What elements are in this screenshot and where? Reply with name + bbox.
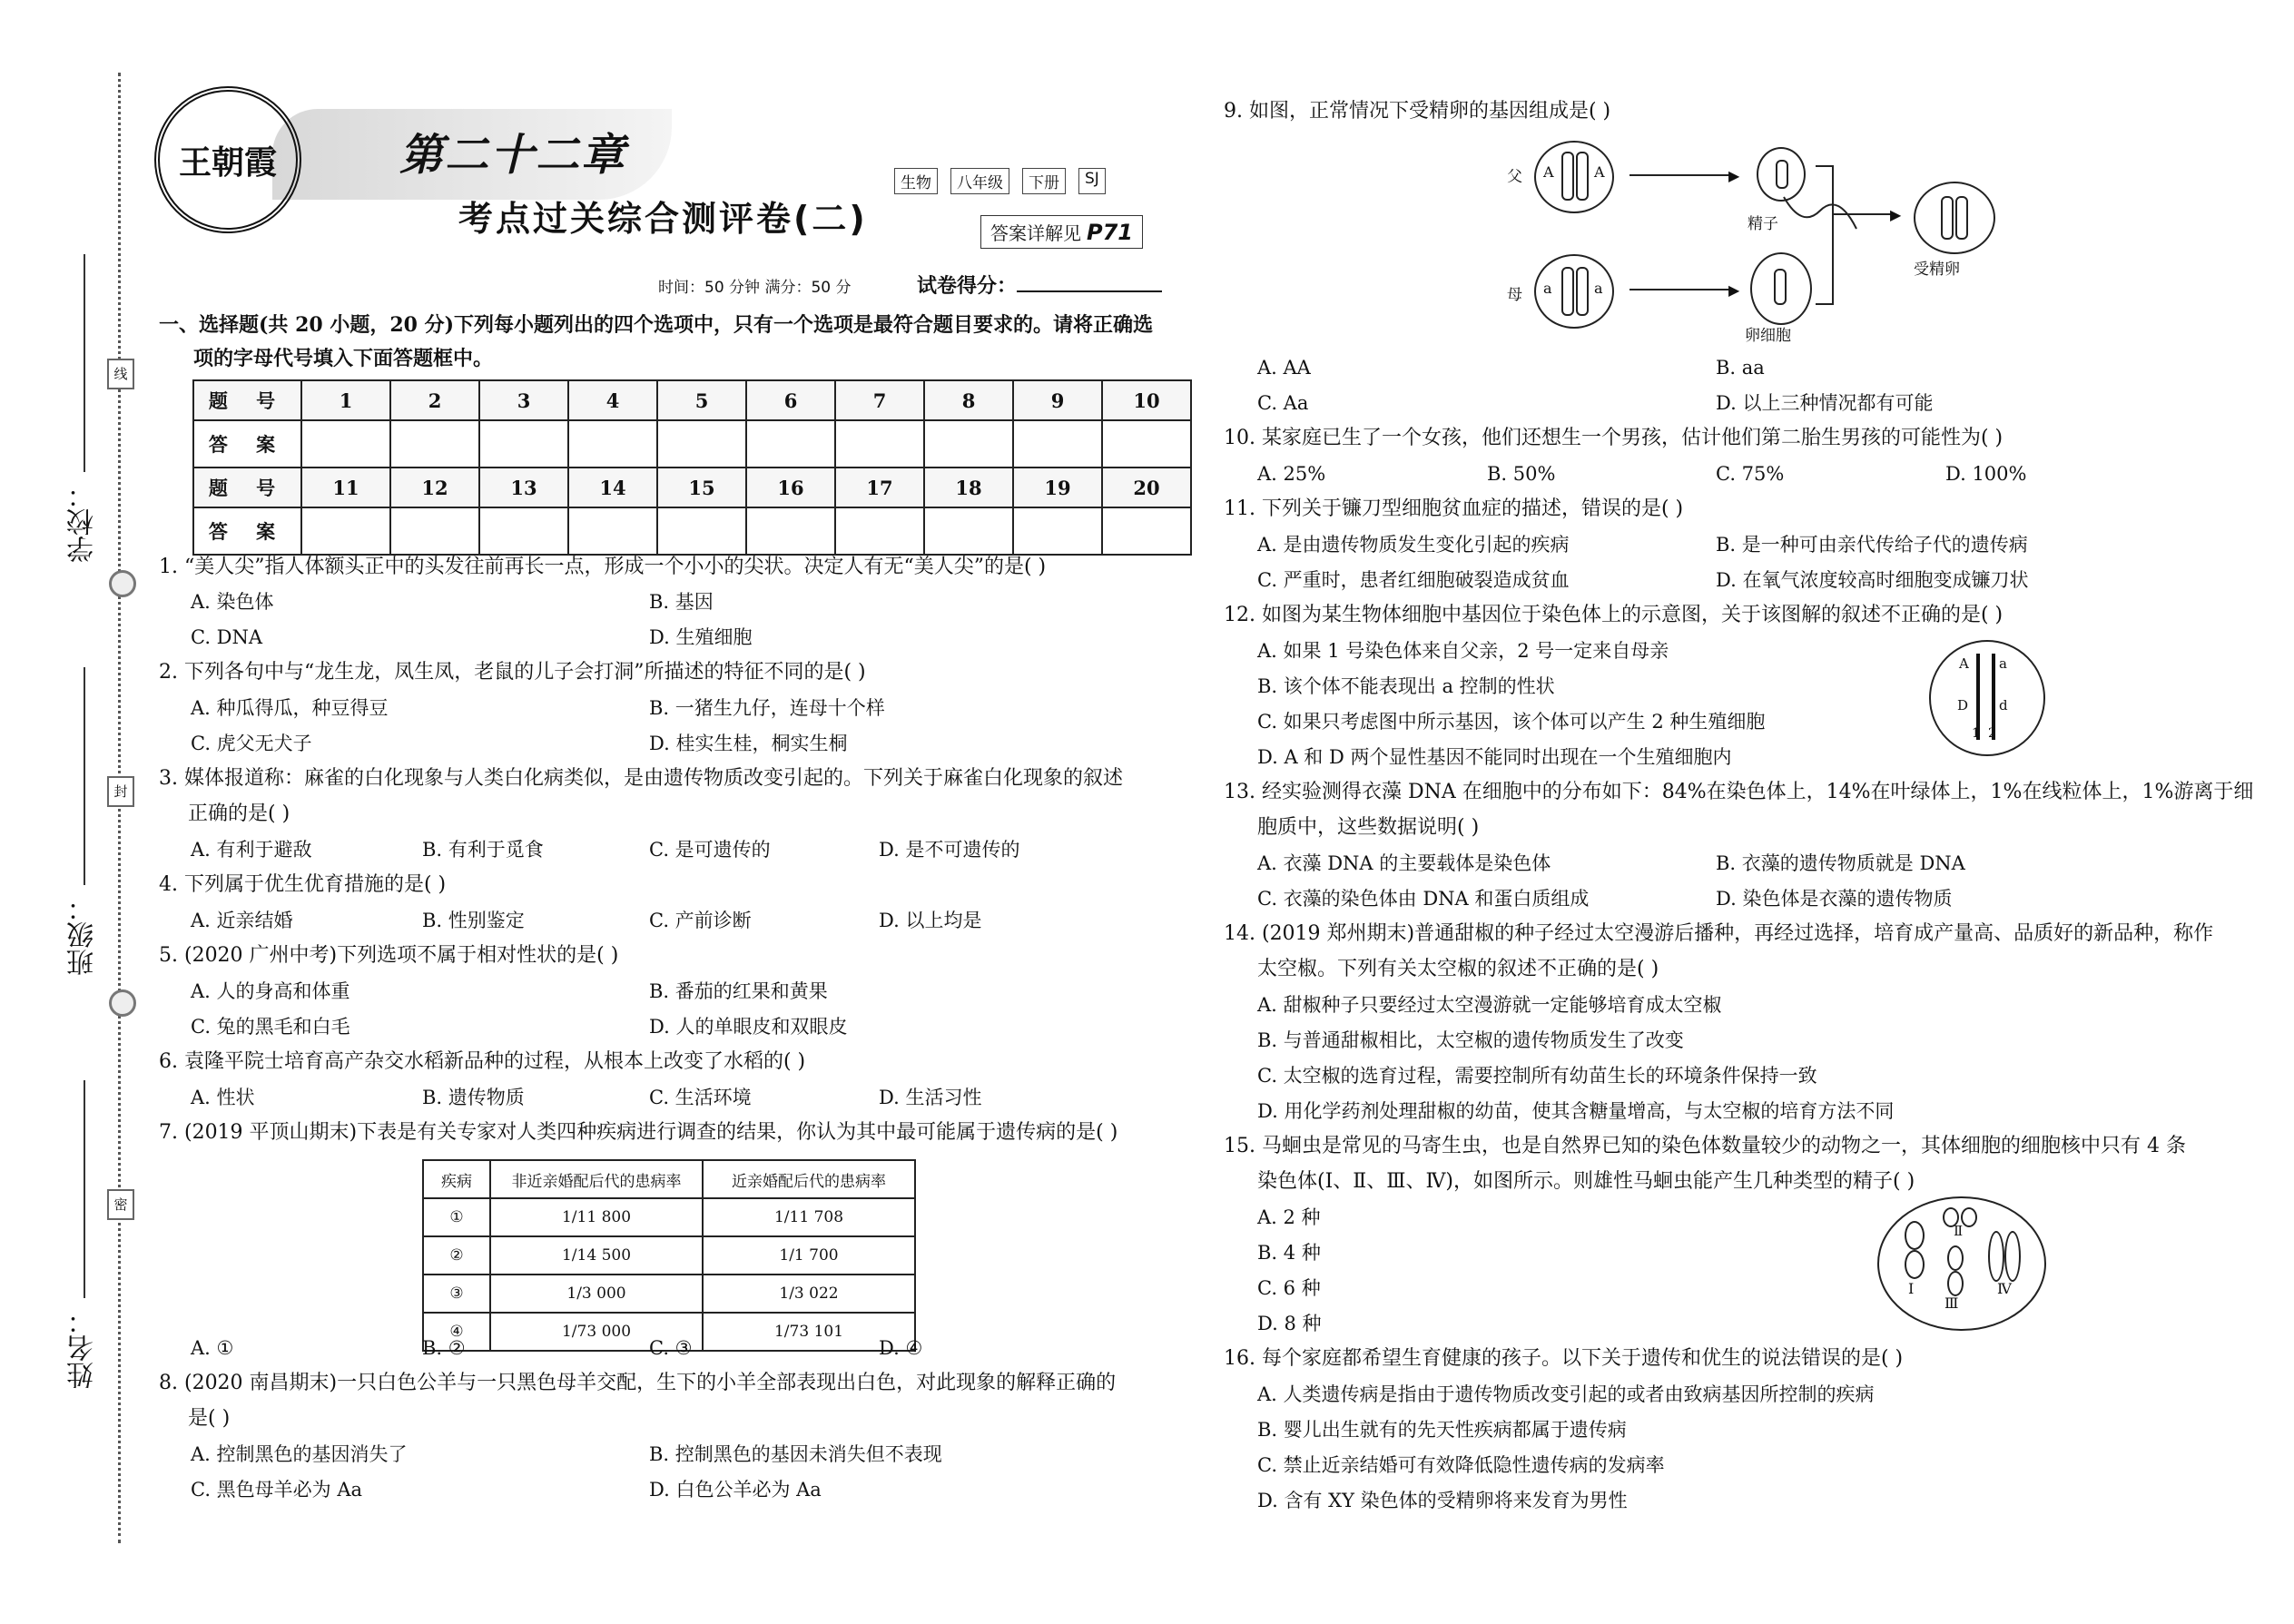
option[interactable]: A. 衣藻 DNA 的主要载体是染色体 (1257, 852, 1551, 874)
bracket (1816, 165, 1834, 305)
answer-cell[interactable] (1013, 507, 1102, 555)
option[interactable]: A. ① (191, 1337, 234, 1359)
question-3-cont: 正确的是( ) (188, 802, 290, 825)
option[interactable]: A. 人的身高和体重 (191, 980, 350, 1002)
cell-diagram (1929, 640, 2045, 756)
arrow-icon: ▶ (1890, 206, 1902, 223)
fertilization-diagram (1507, 136, 2233, 345)
option[interactable]: C. 如果只考虑图中所示基因，该个体可以产生 2 种生殖细胞 (1257, 711, 1766, 733)
arrow-line (1629, 289, 1734, 290)
option[interactable]: D. 是不可遗传的 (879, 839, 1020, 861)
table-header: 近亲婚配后代的患病率 (703, 1160, 915, 1198)
tag: SJ (1078, 168, 1106, 194)
chromosome-I (1905, 1221, 1925, 1250)
zygote-label: 受精卵 (1914, 261, 1960, 279)
option[interactable]: B. 控制黑色的基因未消失但不表现 (649, 1443, 942, 1465)
table-row (423, 1236, 915, 1275)
option[interactable]: C. 黑色母羊必为 Aa (191, 1479, 363, 1501)
grid-number: 11 (301, 468, 390, 507)
answer-cell[interactable] (746, 507, 835, 555)
question-13: 13. 经实验测得衣藻 DNA 在细胞中的分布如下：84%在染色体上，14%在叶绿体上，1%在线粒体上，1%游离于细 (1224, 781, 2254, 803)
class-line (84, 667, 85, 885)
question-16: 16. 每个家庭都希望生育健康的孩子。以下关于遗传和优生的说法错误的是( ) (1224, 1347, 1904, 1370)
answer-cell[interactable] (301, 507, 390, 555)
table-cell: ① (423, 1198, 490, 1236)
knot-icon (109, 570, 136, 597)
table-cell: 1/73 101 (703, 1313, 915, 1351)
chromosome-number: 2 (1988, 726, 1996, 741)
chromosome (1576, 267, 1589, 316)
option[interactable]: B. 衣藻的遗传物质就是 DNA (1716, 852, 1965, 874)
seal-char: 线 (107, 359, 134, 389)
question-15: 15. 马蛔虫是常见的马寄生虫，也是自然界已知的染色体数量较少的动物之一，其体细胞的细胞核中只有 4 条 (1224, 1135, 2186, 1157)
option[interactable]: C. 兔的黑毛和白毛 (191, 1016, 350, 1038)
grid-number: 2 (390, 380, 479, 420)
subject-tags (894, 168, 1106, 194)
option[interactable]: B. 有利于觅食 (422, 839, 544, 861)
table-cell: 1/11 800 (490, 1198, 703, 1236)
question-2: 2. 下列各句中与“龙生龙，凤生凤，老鼠的儿子会打洞”所描述的特征不同的是( ) (159, 661, 866, 684)
grid-number: 1 (301, 380, 390, 420)
option[interactable]: A. 控制黑色的基因消失了 (191, 1443, 408, 1465)
arrow-line (1832, 213, 1895, 215)
chromosome (1576, 152, 1589, 201)
exam-meta: 时间：50 分钟 满分：50 分 (658, 279, 852, 297)
gene-label: a (1999, 655, 2007, 672)
table-cell: ④ (423, 1313, 490, 1351)
option[interactable]: C. Aa (1257, 392, 1309, 414)
grid-number: 8 (924, 380, 1013, 420)
question-1: 1. “美人尖”指人体额头正中的头发往前再长一点，形成一个小小的尖状。决定人有无“美人尖”的是( ) (159, 556, 1047, 578)
gene-label: D (1957, 697, 1969, 714)
class-label: 班级： (67, 894, 99, 976)
tag: 生物 (894, 168, 938, 194)
table-cell: 1/3 022 (703, 1275, 915, 1313)
answer-page: P71 (1087, 220, 1133, 245)
chromosome-III (1947, 1245, 1964, 1271)
table-header: 非近亲婚配后代的患病率 (490, 1160, 703, 1198)
option[interactable]: C. 禁止近亲结婚可有效降低隐性遗传病的发病率 (1257, 1454, 1665, 1476)
question-14: 14. (2019 郑州期末)普通甜椒的种子经过太空漫游后播种，再经过选择，培育成产量高、品质好的新品种，称作 (1224, 922, 2214, 945)
option[interactable]: B. ② (422, 1337, 466, 1359)
question-4: 4. 下列属于优生优育措施的是( ) (159, 873, 447, 896)
chromosome (1561, 267, 1574, 316)
chromosome-I (1905, 1250, 1925, 1279)
gene-label: A (1594, 163, 1605, 181)
option[interactable]: B. 性别鉴定 (422, 910, 525, 931)
option[interactable]: C. 产前诊断 (649, 910, 752, 931)
gene-label: A (1959, 655, 1969, 672)
grid-label: 答 案 (193, 507, 301, 555)
section-heading-cont: 项的字母代号填入下面答题框中。 (193, 347, 494, 370)
grid-number: 16 (746, 468, 835, 507)
answer-cell[interactable] (479, 507, 568, 555)
grid-number: 14 (568, 468, 657, 507)
question-8: 8. (2020 南昌期末)一只白色公羊与一只黑色母羊交配，生下的小羊全部表现出白色，对此现象的解释正确的 (159, 1372, 1117, 1394)
grid-label: 题 号 (193, 468, 301, 507)
question-6: 6. 袁隆平院士培育高产杂交水稻新品种的过程，从根本上改变了水稻的( ) (159, 1050, 806, 1073)
grid-number: 17 (835, 468, 924, 507)
answer-cell[interactable] (924, 507, 1013, 555)
answer-cell[interactable] (1102, 507, 1191, 555)
chromosome (1955, 196, 1968, 240)
table-cell: ③ (423, 1275, 490, 1313)
table-row (423, 1198, 915, 1236)
option[interactable]: C. 虎父无犬子 (191, 733, 312, 754)
tag: 下册 (1022, 168, 1066, 194)
question-11: 11. 下列关于镰刀型细胞贫血症的描述，错误的是( ) (1224, 497, 1684, 520)
option[interactable]: A. 近亲结婚 (191, 910, 293, 931)
answer-key-ref (980, 215, 1143, 249)
option[interactable]: B. 番茄的红果和黄果 (649, 980, 828, 1002)
question-10: 10. 某家庭已生了一个女孩，他们还想生一个男孩，估计他们第二胎生男孩的可能性为( ) (1224, 427, 2004, 449)
disease-table (422, 1159, 916, 1352)
grid-number: 10 (1102, 380, 1191, 420)
grid-number: 4 (568, 380, 657, 420)
option[interactable]: A. 25% (1257, 463, 1326, 485)
score-field (917, 271, 1162, 299)
score-blank[interactable] (1017, 290, 1162, 292)
gene-label: d (1999, 697, 2008, 714)
question-8-cont: 是( ) (188, 1407, 231, 1430)
chromosome (1561, 152, 1574, 201)
option[interactable]: A. 如果 1 号染色体来自父亲，2 号一定来自母亲 (1257, 640, 1669, 662)
chromosome-IV (1988, 1231, 2004, 1282)
option[interactable]: B. 4 种 (1257, 1242, 1321, 1264)
option[interactable]: C. 75% (1716, 463, 1785, 485)
question-12: 12. 如图为某生物体细胞中基因位于染色体上的示意图，关于该图解的叙述不正确的是( ) (1224, 604, 2004, 626)
option[interactable]: D. 染色体是衣藻的遗传物质 (1716, 888, 1953, 910)
chromosome-IV (2004, 1231, 2021, 1282)
option[interactable]: A. 有利于避敌 (191, 839, 312, 861)
chromosome (1774, 269, 1787, 305)
option[interactable]: D. ④ (879, 1337, 923, 1359)
grid-number: 19 (1013, 468, 1102, 507)
school-label: 学校： (67, 481, 99, 563)
table-cell: 1/73 000 (490, 1313, 703, 1351)
answer-cell[interactable] (301, 420, 390, 468)
answer-cell[interactable] (924, 420, 1013, 468)
option[interactable]: D. 人的单眼皮和双眼皮 (649, 1016, 848, 1038)
question-9: 9. 如图，正常情况下受精卵的基因组成是( ) (1224, 100, 1611, 123)
roman-label: Ⅳ (1997, 1280, 2012, 1297)
school-line (84, 254, 85, 472)
option[interactable]: C. 衣藻的染色体由 DNA 和蛋白质组成 (1257, 888, 1590, 910)
table-cell: 1/3 000 (490, 1275, 703, 1313)
option[interactable]: D. 生活习性 (879, 1087, 982, 1108)
option[interactable]: D. 8 种 (1257, 1313, 1322, 1334)
option[interactable]: D. 生殖细胞 (649, 626, 753, 648)
option[interactable]: B. 是一种可由亲代传给子代的遗传病 (1716, 534, 2028, 556)
chromosome-II (1961, 1207, 1977, 1227)
option[interactable]: D. 在氧气浓度较高时细胞变成镰刀状 (1716, 569, 2029, 591)
section-heading: 一、选择题(共 20 小题，20 分)下列每小题列出的四个选项中，只有一个选项是最符合题目要求的。请将正确选 (159, 313, 1154, 337)
grid-number: 6 (746, 380, 835, 420)
question-15-cont: 染色体(Ⅰ、Ⅱ、Ⅲ、Ⅳ)，如图所示。则雄性马蛔虫能产生几种类型的精子( ) (1257, 1170, 1915, 1193)
chapter-title: 第二十二章 (399, 130, 627, 181)
roman-label: Ⅱ (1954, 1223, 1964, 1239)
chromosome-number: 1 (1972, 726, 1980, 741)
answer-cell[interactable] (390, 507, 479, 555)
knot-icon (109, 989, 136, 1017)
grid-number: 9 (1013, 380, 1102, 420)
table-cell: 1/11 708 (703, 1198, 915, 1236)
option[interactable]: A. 人类遗传病是指由于遗传物质改变引起的或者由致病基因所控制的疾病 (1257, 1383, 1875, 1405)
answer-cell[interactable] (568, 420, 657, 468)
table-cell: 1/1 700 (703, 1236, 915, 1275)
name-line (84, 1080, 85, 1298)
answer-cell[interactable] (835, 507, 924, 555)
chromosome (1776, 160, 1788, 189)
option[interactable]: C. ③ (649, 1337, 693, 1359)
roman-label: Ⅲ (1944, 1294, 1959, 1312)
option[interactable]: A. 2 种 (1257, 1206, 1321, 1228)
seal-char: 密 (107, 1189, 134, 1220)
answer-cell[interactable] (657, 420, 746, 468)
arrow-line (1629, 174, 1734, 176)
answer-cell[interactable] (479, 420, 568, 468)
question-3: 3. 媒体报道称：麻雀的白化现象与人类白化病类似，是由遗传物质改变引起的。下列关于麻雀白化现象的叙述 (159, 767, 1123, 790)
option[interactable]: B. aa (1716, 357, 1765, 379)
grid-number: 7 (835, 380, 924, 420)
option[interactable]: B. 该个体不能表现出 a 控制的性状 (1257, 675, 1555, 697)
mother-label: 母 (1507, 286, 1522, 304)
grid-number: 18 (924, 468, 1013, 507)
option[interactable]: C. 生活环境 (649, 1087, 752, 1108)
answer-cell[interactable] (1013, 420, 1102, 468)
grid-number: 13 (479, 468, 568, 507)
option[interactable]: C. 是可遗传的 (649, 839, 771, 861)
option[interactable]: D. 含有 XY 染色体的受精卵将来发育为男性 (1257, 1490, 1628, 1511)
arrow-icon: ▶ (1728, 167, 1740, 184)
chromosome-III (1947, 1271, 1964, 1296)
answer-cell[interactable] (657, 507, 746, 555)
grid-number: 15 (657, 468, 746, 507)
question-5: 5. (2020 广州中考)下列选项不属于相对性状的是( ) (159, 944, 619, 967)
option[interactable]: D. 100% (1945, 463, 2027, 485)
option[interactable]: D. A 和 D 两个显性基因不能同时出现在一个生殖细胞内 (1257, 746, 1732, 768)
binding-strip (0, 0, 128, 1624)
answer-grid (192, 379, 1192, 556)
gene-label: a (1543, 280, 1552, 297)
option[interactable]: A. 甜椒种子只要经过太空漫游就一定能够培育成太空椒 (1257, 994, 1722, 1016)
option[interactable]: A. AA (1257, 357, 1311, 379)
option[interactable]: D. 桂实生桂，桐实生桐 (649, 733, 848, 754)
tag: 八年级 (950, 168, 1009, 194)
chromosome (1941, 196, 1954, 240)
grid-number: 20 (1102, 468, 1191, 507)
option[interactable]: D. 以上均是 (879, 910, 982, 931)
option[interactable]: C. 严重时，患者红细胞破裂造成贫血 (1257, 569, 1570, 591)
gene-label: A (1543, 163, 1554, 181)
grid-number: 3 (479, 380, 568, 420)
page-title: 考点过关综合测评卷(二) (458, 199, 868, 239)
option[interactable]: B. 遗传物质 (422, 1087, 525, 1108)
cut-line (118, 73, 121, 1543)
option[interactable]: C. DNA (191, 626, 263, 648)
option[interactable]: B. 一猪生九仔，连母十个样 (649, 697, 885, 719)
roman-label: Ⅰ (1908, 1280, 1915, 1297)
option[interactable]: B. 基因 (649, 591, 714, 613)
option[interactable]: A. 性状 (191, 1087, 255, 1108)
option[interactable]: A. 种瓜得瓜，种豆得豆 (191, 697, 389, 719)
arrow-icon: ▶ (1728, 281, 1740, 299)
option[interactable]: C. 太空椒的选育过程，需要控制所有幼苗生长的环境条件保持一致 (1257, 1065, 1817, 1087)
question-7: 7. (2019 平顶山期末)下表是有关专家对人类四种疾病进行调查的结果，你认为其中最可能属于遗传病的是( ) (159, 1121, 1118, 1144)
name-label: 姓名： (67, 1307, 99, 1389)
grid-label: 题 号 (193, 380, 301, 420)
answer-cell[interactable] (1102, 420, 1191, 468)
option[interactable]: B. 与普通甜椒相比，太空椒的遗传物质发生了改变 (1257, 1029, 1684, 1051)
table-row (423, 1275, 915, 1313)
answer-cell[interactable] (746, 420, 835, 468)
zygote-cell (1914, 182, 1995, 254)
logo: 王朝霞 (154, 86, 301, 233)
option[interactable]: D. 以上三种情况都有可能 (1716, 392, 1934, 414)
father-label: 父 (1507, 168, 1522, 186)
egg-label: 卵细胞 (1745, 327, 1791, 345)
question-13-cont: 胞质中，这些数据说明( ) (1257, 816, 1480, 839)
option[interactable]: A. 染色体 (191, 591, 274, 613)
option[interactable]: A. 是由遗传物质发生变化引起的疾病 (1257, 534, 1570, 556)
question-14-cont: 太空椒。下列有关太空椒的叙述不正确的是( ) (1257, 958, 1659, 980)
score-label: 试卷得分： (917, 275, 1018, 298)
answer-cell[interactable] (835, 420, 924, 468)
table-header: 疾病 (423, 1160, 490, 1198)
answer-cell[interactable] (568, 507, 657, 555)
option[interactable]: D. 白色公羊必为 Aa (649, 1479, 822, 1501)
grid-number: 12 (390, 468, 479, 507)
grid-number: 5 (657, 380, 746, 420)
seal-char: 封 (107, 776, 134, 807)
answer-cell[interactable] (390, 420, 479, 468)
gene-label: a (1594, 280, 1603, 297)
grid-label: 答 案 (193, 420, 301, 468)
table-cell: 1/14 500 (490, 1236, 703, 1275)
option[interactable]: B. 50% (1487, 463, 1556, 485)
table-cell: ② (423, 1236, 490, 1275)
answer-key-text: 答案详解见 (990, 222, 1081, 244)
option[interactable]: C. 6 种 (1257, 1277, 1321, 1299)
sperm-label: 精子 (1748, 215, 1778, 233)
option[interactable]: B. 婴儿出生就有的先天性疾病都属于遗传病 (1257, 1419, 1627, 1441)
option[interactable]: D. 用化学药剂处理甜椒的幼苗，使其含糖量增高，与太空椒的培育方法不同 (1257, 1100, 1895, 1122)
